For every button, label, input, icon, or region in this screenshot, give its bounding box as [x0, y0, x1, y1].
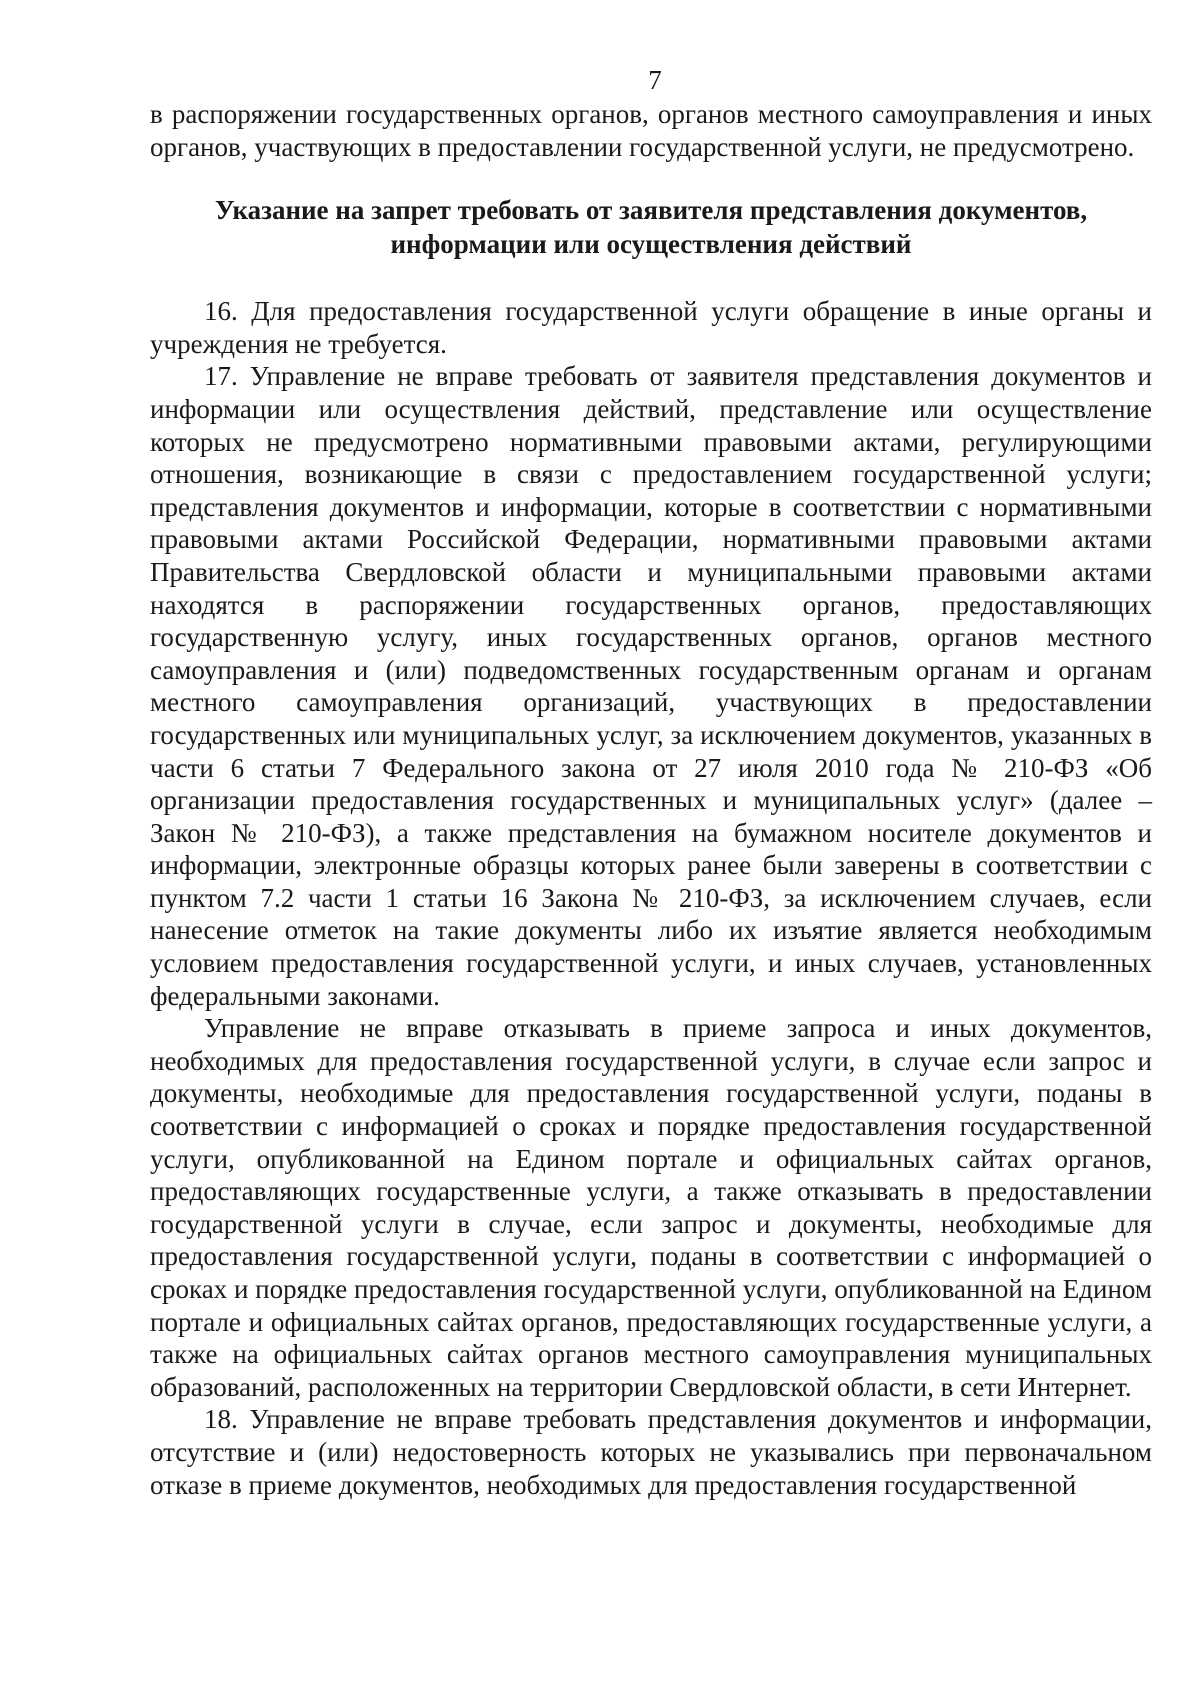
- page-number: 7: [648, 65, 662, 95]
- paragraph-17: 17. Управление не вправе требовать от заявителя представления документов и информации или осуществления действий, представление или осуществление которых не предусмотрено нормативными правовыми актами, регулирующими отношения, возникающие в связи с предоставлением государственной услуги; представления документов и информации, которые в соответствии с нормативными правовыми актами Российской Федерации, нормативными правовыми актами Правительства Свердловской области и муниципальными правовыми актами находятся в распоряжении государственных органов, предоставляющих государственную услугу, иных государственных органов, органов местного самоуправления и (или) подведомственных государственным органам и органам местного самоуправления организаций, участвующих в предоставлении государственных или муниципальных услуг, за исключением документов, указанных в части 6 статьи 7 Федерального закона от 27 июля 2010 года № 210-ФЗ «Об организации предоставления государственных и муниципальных услуг» (далее – Закон № 210-ФЗ), а также представления на бумажном носителе документов и информации, электронные образцы которых ранее были заверены в соответствии с пунктом 7.2 части 1 статьи 16 Закона № 210-ФЗ, за исключением случаев, если нанесение отметок на такие документы либо их изъятие является необходимым условием предоставления государственной услуги, и иных случаев, установленных федеральными законами.: [150, 361, 1152, 1011]
- section-heading-line-2: информации или осуществления действий: [390, 229, 912, 260]
- paragraph-16: 16. Для предоставления государственной услуги обращение в иные органы и учреждения не требуется.: [150, 296, 1152, 359]
- document-page: [150, 64, 1152, 1501]
- intro-paragraph: в распоряжении государственных органов, органов местного самоуправления и иных органов, участвующих в предоставлении государственной услуги, не предусмотрено.: [150, 99, 1152, 162]
- paragraph-17-continued: Управление не вправе отказывать в приеме запроса и иных документов, необходимых для предоставления государственной услуги, в случае если запрос и документы, необходимые для предоставления государственной услуги, поданы в соответствии с информацией о сроках и порядке предоставления государственной услуги, опубликованной на Едином портале и официальных сайтах органов, предоставляющих государственные услуги, а также отказывать в предоставлении государственной услуги в случае, если запрос и документы, необходимые для предоставления государственной услуги, поданы в соответствии с информацией о сроках и порядке предоставления государственной услуги, опубликованной на Едином портале и официальных сайтах органов, предоставляющих государственные услуги, а также на официальных сайтах органов местного самоуправления муниципальных образований, расположенных на территории Свердловской области, в сети Интернет.: [150, 1013, 1152, 1402]
- section-heading-line-1: Указание на запрет требовать от заявителя представления документов,: [214, 195, 1088, 226]
- section-heading: [150, 193, 1152, 261]
- paragraph-18: 18. Управление не вправе требовать представления документов и информации, отсутствие и (или) недостоверность которых не указывались при первоначальном отказе в приеме документов, необходимых для предоставления государственной: [150, 1404, 1152, 1500]
